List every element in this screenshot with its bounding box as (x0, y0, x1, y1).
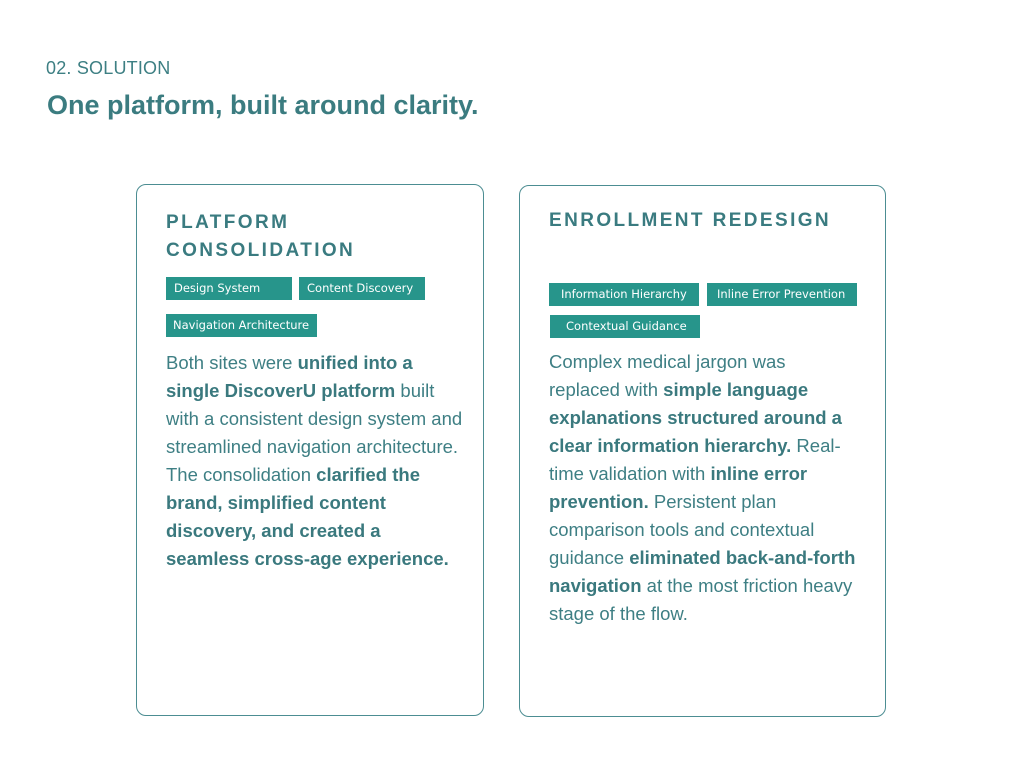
card-title (549, 207, 869, 235)
card-body (549, 348, 859, 628)
tag-navigation-architecture: Navigation Architecture (166, 314, 317, 337)
tag-information-hierarchy: Information Hierarchy (549, 283, 699, 306)
body-text: built with a consistent design system and streamlined navigation architecture. The consolidation (166, 380, 463, 485)
section-eyebrow: 02. SOLUTION (46, 58, 171, 78)
card-title (166, 209, 466, 265)
body-emphasis: clarified the brand, simplified content discovery, and created a seamless cross-age experience. (166, 464, 449, 569)
enrollment-redesign-card (519, 185, 886, 717)
card-title-line: PLATFORM (166, 212, 290, 233)
card-title-line: ENROLLMENT REDESIGN (549, 210, 832, 231)
tag-inline-error-prevention: Inline Error Prevention (707, 283, 857, 306)
body-emphasis: unified into a single DiscoverU platform (166, 352, 413, 401)
card-title-line: CONSOLIDATION (166, 240, 356, 261)
body-text: Complex medical jargon was replaced with (549, 351, 786, 400)
body-text: Real-time validation with (549, 435, 841, 484)
body-emphasis: inline error prevention. (549, 463, 808, 512)
body-text: at the most friction heavy stage of the flow. (549, 575, 853, 624)
body-text: Persistent plan comparison tools and contextual guidance (549, 491, 815, 568)
tag-contextual-guidance: Contextual Guidance (550, 315, 700, 338)
body-emphasis: simple language explanations structured around a clear information hierarchy. (549, 379, 842, 456)
tag-design-system: Design System (166, 277, 292, 300)
tag-content-discovery: Content Discovery (299, 277, 425, 300)
page-title: One platform, built around clarity. (47, 90, 479, 120)
body-text: Both sites were (166, 352, 298, 373)
body-emphasis: eliminated back-and-forth navigation (549, 547, 856, 596)
platform-consolidation-card (136, 184, 484, 716)
card-body (166, 349, 466, 573)
